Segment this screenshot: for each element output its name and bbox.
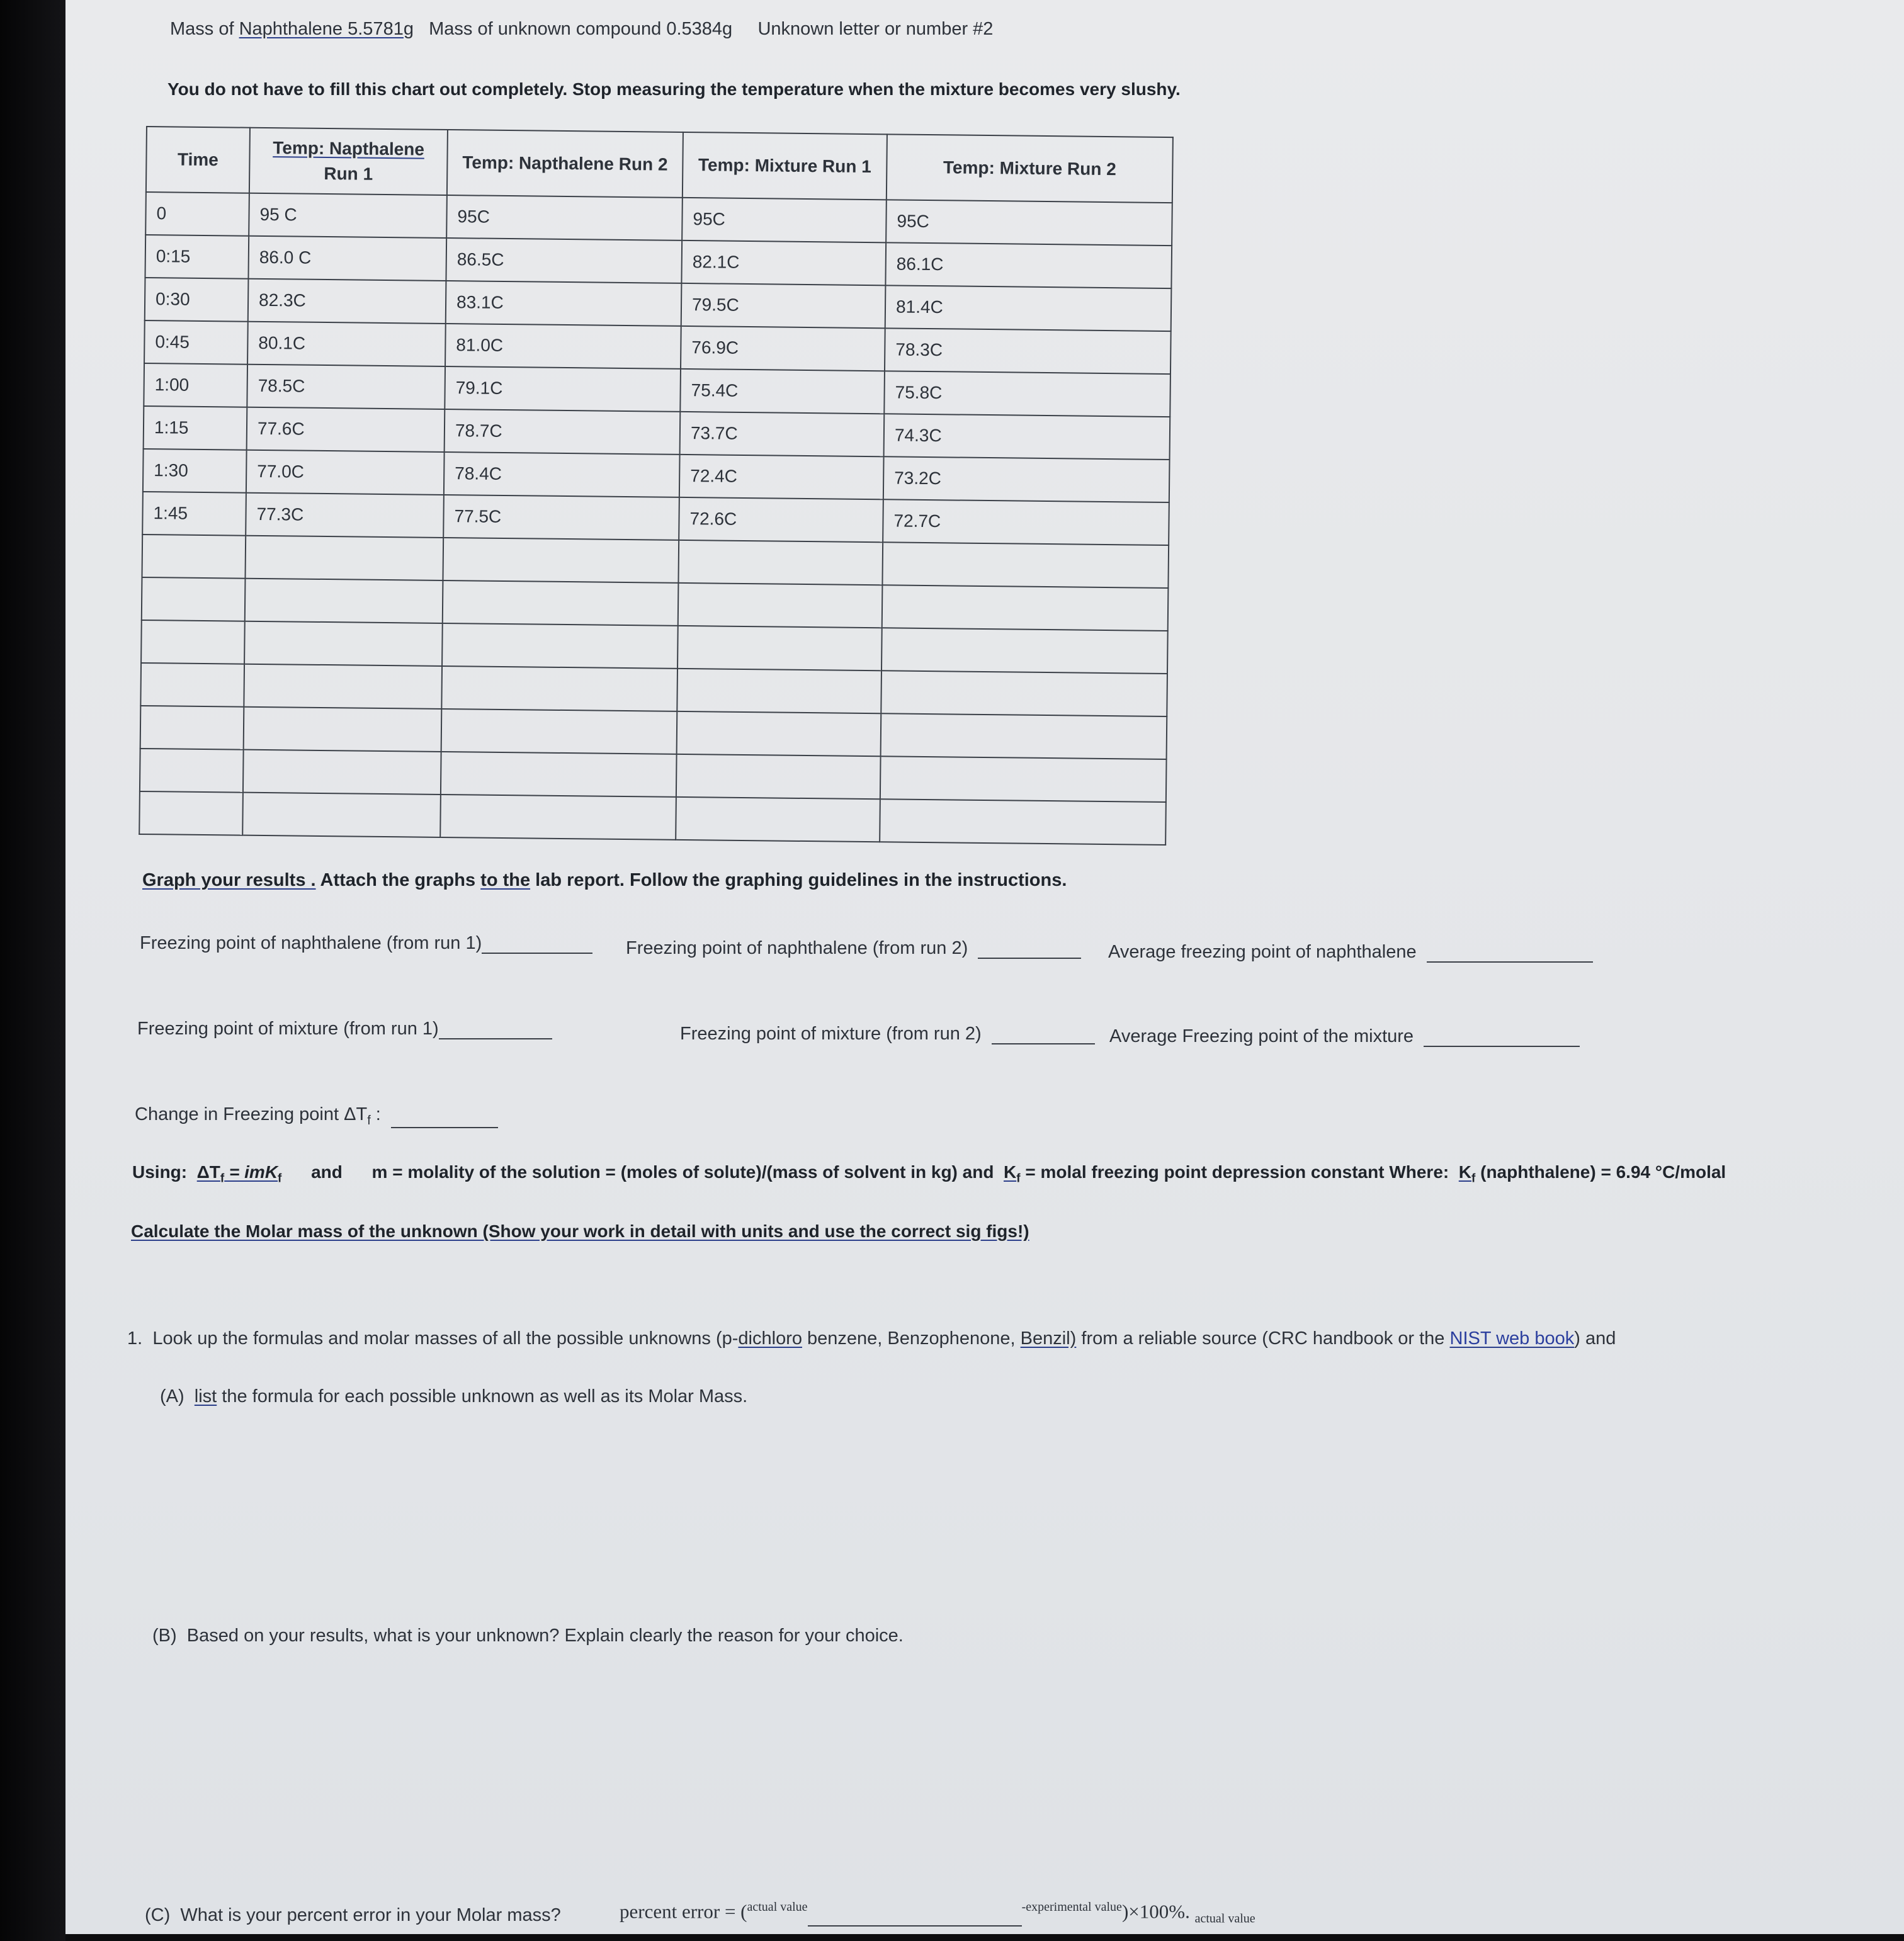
header-naph-run2: Temp: Napthalene Run 2 <box>447 130 683 198</box>
unknown-letter: Unknown letter or number #2 <box>757 19 994 39</box>
temperature-cell[interactable] <box>677 669 881 713</box>
temperature-cell[interactable]: 81.0C <box>445 324 681 369</box>
time-cell[interactable]: 0:30 <box>145 278 249 322</box>
temperature-cell[interactable]: 72.6C <box>679 497 883 542</box>
temperature-cell[interactable] <box>880 799 1166 845</box>
nist-web-book-link[interactable]: NIST web book <box>1449 1328 1575 1349</box>
fp-naph-run2: Freezing point of naphthalene (from run 2) <box>626 938 1081 959</box>
temperature-cell[interactable] <box>880 756 1167 802</box>
fp-mix-avg-blank[interactable] <box>1424 1045 1580 1047</box>
temperature-cell[interactable] <box>440 795 676 840</box>
question-1a: (A) list the formula for each possible unknown as well as its Molar Mass. <box>160 1386 748 1406</box>
time-cell[interactable] <box>140 706 244 750</box>
temperature-cell[interactable] <box>245 536 443 580</box>
temperature-cell[interactable]: 95C <box>682 198 887 242</box>
temperature-cell[interactable]: 72.4C <box>679 455 884 499</box>
time-cell[interactable] <box>142 535 246 579</box>
time-cell[interactable] <box>140 749 244 793</box>
time-cell[interactable]: 1:45 <box>142 492 246 536</box>
temperature-cell[interactable]: 75.8C <box>884 371 1170 417</box>
temperature-cell[interactable]: 77.6C <box>247 407 445 452</box>
temperature-cell[interactable]: 82.1C <box>681 241 886 285</box>
table-body <box>139 192 1172 845</box>
time-cell[interactable]: 1:00 <box>144 363 247 407</box>
temperature-cell[interactable] <box>882 585 1169 631</box>
fp-naph-run1-blank[interactable] <box>482 952 592 954</box>
question-1b: (B) Based on your results, what is your unknown? Explain clearly the reason for your choice. <box>152 1626 904 1646</box>
temperature-cell[interactable]: 78.7C <box>445 409 681 455</box>
temperature-cell[interactable]: 83.1C <box>446 281 682 326</box>
temperature-cell[interactable]: 76.9C <box>681 326 885 371</box>
temperature-cell[interactable] <box>244 664 442 709</box>
mass-naphthalene-label: Mass of <box>170 19 234 39</box>
time-cell[interactable]: 1:15 <box>144 406 247 450</box>
percent-error-formula: percent error = ($^{actual value}$ $^{-experimental value}$)×100%. $_{actual value}$ <box>620 1900 1255 1926</box>
temperature-cell[interactable] <box>242 793 441 837</box>
temperature-cell[interactable]: 77.5C <box>443 495 679 540</box>
temperature-cell[interactable] <box>676 797 880 842</box>
header-time: Time <box>146 127 250 193</box>
temperature-cell[interactable]: 72.7C <box>883 499 1169 545</box>
fp-naph-run1: Freezing point of naphthalene (from run 1) <box>140 933 592 954</box>
time-cell[interactable] <box>142 577 246 621</box>
temperature-cell[interactable] <box>443 580 679 626</box>
time-cell[interactable]: 0 <box>145 192 249 236</box>
header-mix-run2: Temp: Mixture Run 2 <box>887 134 1173 203</box>
temperature-cell[interactable] <box>441 666 677 711</box>
fp-change-blank[interactable] <box>391 1126 498 1128</box>
temperature-cell[interactable]: 80.1C <box>247 322 446 366</box>
temperature-cell[interactable]: 77.3C <box>246 493 444 538</box>
time-cell[interactable] <box>139 791 243 835</box>
temperature-cell[interactable] <box>882 542 1169 588</box>
mass-naphthalene-value: Naphthalene 5.5781g <box>239 19 414 39</box>
fp-mix-avg: Average Freezing point of the mixture <box>1109 1026 1580 1047</box>
temperature-cell[interactable]: 78.5C <box>247 365 445 409</box>
temperature-cell[interactable] <box>677 711 881 756</box>
fp-naph-avg-blank[interactable] <box>1427 961 1593 963</box>
fp-mix-run2: Freezing point of mixture (from run 2) <box>680 1024 1095 1044</box>
temperature-cell[interactable] <box>677 626 882 671</box>
temperature-cell[interactable] <box>443 538 679 583</box>
temperature-cell[interactable]: 95 C <box>249 193 447 238</box>
temperature-table <box>139 126 1174 846</box>
fp-mix-run1: Freezing point of mixture (from run 1) <box>137 1019 552 1039</box>
temperature-cell[interactable]: 79.1C <box>445 366 681 412</box>
temperature-cell[interactable] <box>442 623 678 669</box>
mass-unknown: Mass of unknown compound 0.5384g <box>429 19 733 39</box>
temperature-cell[interactable]: 82.3C <box>248 279 446 324</box>
temperature-cell[interactable] <box>441 709 677 754</box>
temperature-cell[interactable]: 75.4C <box>680 369 885 414</box>
temperature-cell[interactable] <box>881 713 1167 759</box>
time-cell[interactable]: 0:45 <box>144 320 248 365</box>
temperature-cell[interactable]: 86.1C <box>885 242 1172 288</box>
temperature-cell[interactable] <box>243 750 441 795</box>
temperature-cell[interactable] <box>678 583 883 628</box>
temperature-cell[interactable] <box>244 621 443 666</box>
time-cell[interactable]: 1:30 <box>143 449 247 493</box>
question-1c: (C) What is your percent error in your Molar mass? <box>145 1905 561 1925</box>
calc-instruction: Calculate the Molar mass of the unknown (Show your work in detail with units and use the correct sig figs!) <box>131 1221 1029 1241</box>
temperature-cell[interactable]: 86.5C <box>446 238 682 283</box>
temperature-cell[interactable]: 77.0C <box>246 450 445 495</box>
question-1: 1. Look up the formulas and molar masses of all the possible unknowns (p-dichloro benzene, Benzophenone, Benzil) from a reliable source (CRC handbook or the NIST web book) and <box>127 1328 1616 1349</box>
temperature-cell[interactable] <box>245 579 443 623</box>
temperature-cell[interactable]: 86.0 C <box>248 236 446 281</box>
chart-note: You do not have to fill this chart out completely. Stop measuring the temperature when the mixture becomes very slushy. <box>167 79 1181 99</box>
temperature-cell[interactable]: 81.4C <box>885 285 1172 331</box>
temperature-cell[interactable] <box>678 540 883 585</box>
temperature-cell[interactable]: 79.5C <box>681 283 886 328</box>
desk-background <box>0 0 65 1941</box>
graph-instructions: Graph your results . Attach the graphs to the lab report. Follow the graphing guidelines in the instructions. <box>142 870 1067 890</box>
table-header-row <box>146 127 1173 203</box>
fp-mix-run2-blank[interactable] <box>992 1043 1095 1044</box>
temperature-cell[interactable]: 73.7C <box>680 412 885 456</box>
temperature-cell[interactable]: 78.4C <box>444 452 680 497</box>
header-masses <box>170 19 993 40</box>
temperature-cell[interactable] <box>244 707 442 752</box>
fp-naph-run2-blank[interactable] <box>978 957 1081 959</box>
temperature-cell[interactable] <box>881 628 1168 674</box>
temperature-cell[interactable]: 73.2C <box>883 456 1170 502</box>
fp-change: Change in Freezing point $\Delta T_f$ : <box>135 1104 498 1128</box>
time-cell[interactable] <box>140 663 244 707</box>
graph-results-link: Graph your results . <box>142 870 316 890</box>
header-naph-run1: Temp: Napthalene Run 1 <box>249 128 448 195</box>
time-cell[interactable] <box>141 620 245 664</box>
fp-mix-run1-blank[interactable] <box>439 1038 552 1039</box>
header-mix-run1: Temp: Mixture Run 1 <box>683 132 887 200</box>
temperature-cell[interactable]: 95C <box>446 195 683 241</box>
fp-naph-avg: Average freezing point of naphthalene <box>1108 942 1593 963</box>
temperature-cell[interactable] <box>441 752 677 797</box>
formula-line: Using: $\Delta T_f = imK_f$ and m = molality of the solution = (moles of solute)/(mass of solvent in kg) and $K_f$ = molal freezing point depression constant Where: $K_f$ (naphthalene) = 6.94 °C/molal <box>132 1162 1726 1186</box>
temperature-cell[interactable] <box>881 671 1167 716</box>
time-cell[interactable]: 0:15 <box>145 235 249 279</box>
temperature-cell[interactable]: 74.3C <box>884 414 1170 460</box>
temperature-cell[interactable] <box>676 754 881 799</box>
temperature-cell[interactable]: 95C <box>886 200 1172 246</box>
temperature-cell[interactable]: 78.3C <box>885 328 1171 374</box>
